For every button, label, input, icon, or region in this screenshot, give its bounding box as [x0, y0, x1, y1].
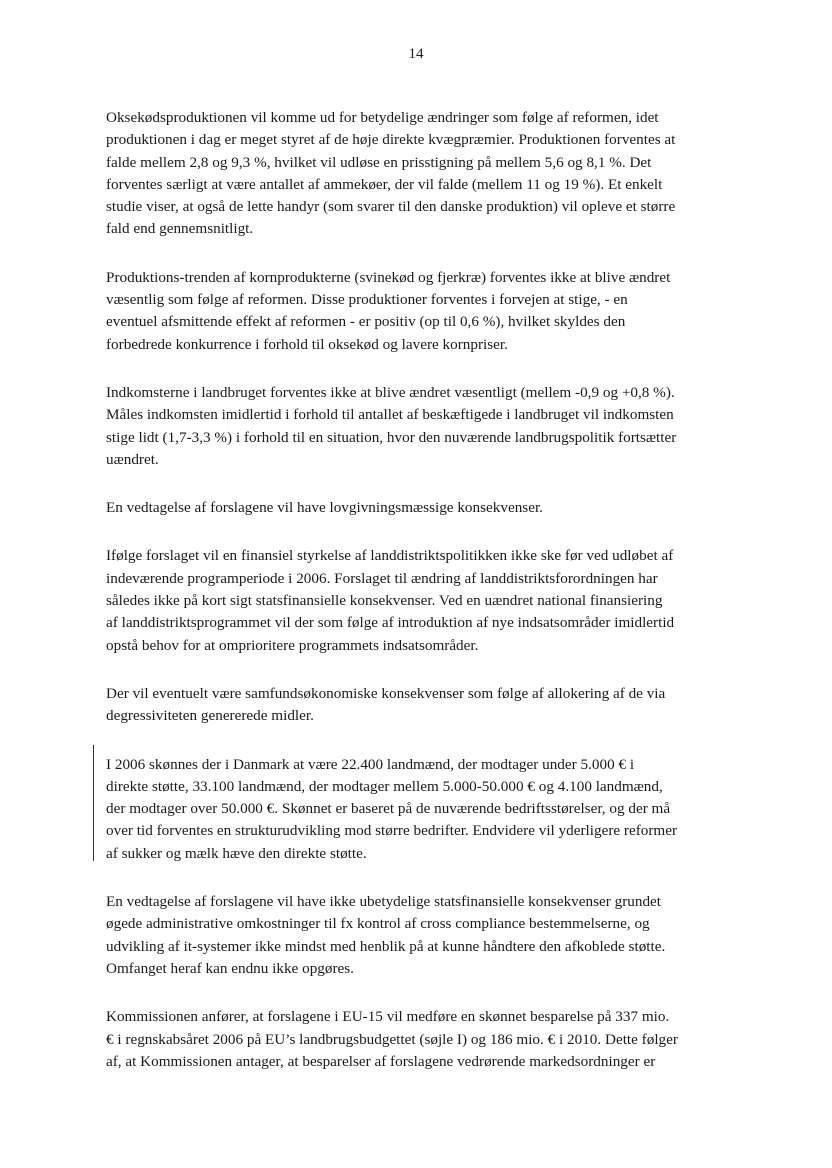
paragraph-farmer-estimates: I 2006 skønnes der i Danmark at være 22.400 landmænd, der modtager under 5.000 € i direkte støtte, 33.100 landmænd, der modtager mellem 5.000-50.000 € og 4.100 landmænd, der modtager over 50.000 €. Skønnet er baseret på de nuværende bedriftsstørelser, og der må over tid forventes en strukturudvikling mod større bedrifter. Endvidere vil yderligere reformer af sukker og mælk hæve den direkte støtte.	[106, 755, 678, 862]
paragraph-state-financial-consequences: En vedtagelse af forslagene vil have ikke ubetydelige statsfinansielle konsekvenser grundet øgede administrative omkostninger til fx kontrol af cross compliance bestemmelserne, og udvikling af it-systemer ikke mindst med henblik på at kunne håndtere den afkoblede støtte. Omfanget heraf kan endnu ikke opgøres.	[106, 893, 666, 977]
paragraph-grain-products-trend: Produktions-trenden af kornprodukterne (svinekød og fjerkræ) forventes ikke at blive ændret væsentlig som følge af reformen. Disse produktioner forventes i forvejen at stige, - en eventuel afsmittende effekt af reformen - er positiv (op til 0,6 %), hvilket skyldes den forbedrede konkurrence i forhold til oksekød og lavere kornpriser.	[106, 268, 671, 353]
document-body	[106, 107, 736, 1099]
page-number: 14	[408, 46, 424, 62]
paragraph-socioeconomic-consequences: Der vil eventuelt være samfundsøkonomiske konsekvenser som følge af allokering af de via degressiviteten genererede midler.	[106, 684, 666, 725]
paragraph-rural-development: Ifølge forslaget vil en finansiel styrkelse af landdistriktspolitikken ikke ske før ved udløbet af indeværende programperiode i 2006. Forslaget til ændring af landdistriktsforordningen har således ikke på kort sigt statsfinansielle konsekvenser. Ved en uændret national finansiering af landdistriktsprogrammet vil der som følge af introduktion af nye indsatsområder imidlertid opstå behov for at omprioritere programmets indsatsområder.	[106, 547, 675, 654]
paragraph-legislative-consequences: En vedtagelse af forslagene vil have lovgivningsmæssige konsekvenser.	[106, 499, 543, 517]
revision-margin-bar	[93, 745, 94, 861]
paragraph-commission-savings: Kommissionen anfører, at forslagene i EU-15 vil medføre en skønnet besparelse på 337 mio. € i regnskabsåret 2006 på EU’s landbrugsbudgettet (søjle I) og 186 mio. € i 2010. Dette følger af, at Kommissionen antager, at besparelser af forslagene vedrørende markedsordninger er	[106, 1008, 678, 1070]
paragraph-agricultural-incomes: Indkomsterne i landbruget forventes ikke at blive ændret væsentligt (mellem -0,9 og +0,8 %). Måles indkomsten imidlertid i forhold til antallet af beskæftigede i landbruget vil indkomsten stige lidt (1,7-3,3 %) i forhold til en situation, hvor den nuværende landbrugspolitik fortsætter uændret.	[106, 383, 677, 468]
paragraph-beef-production: Oksekødsproduktionen vil komme ud for betydelige ændringer som følge af reformen, idet produktionen i dag er meget styret af de høje direkte kvægpræmier. Produktionen forventes at falde mellem 2,8 og 9,3 %, hvilket vil udløse en prisstigning på mellem 5,6 og 8,1 %. Det forventes særligt at være antallet af ammekøer, der vil falde (mellem 11 og 19 %). Et enkelt studie viser, at også de lette handyr (som svarer til den danske produktion) vil opleve et større fald end gennemsnitligt.	[106, 109, 676, 238]
